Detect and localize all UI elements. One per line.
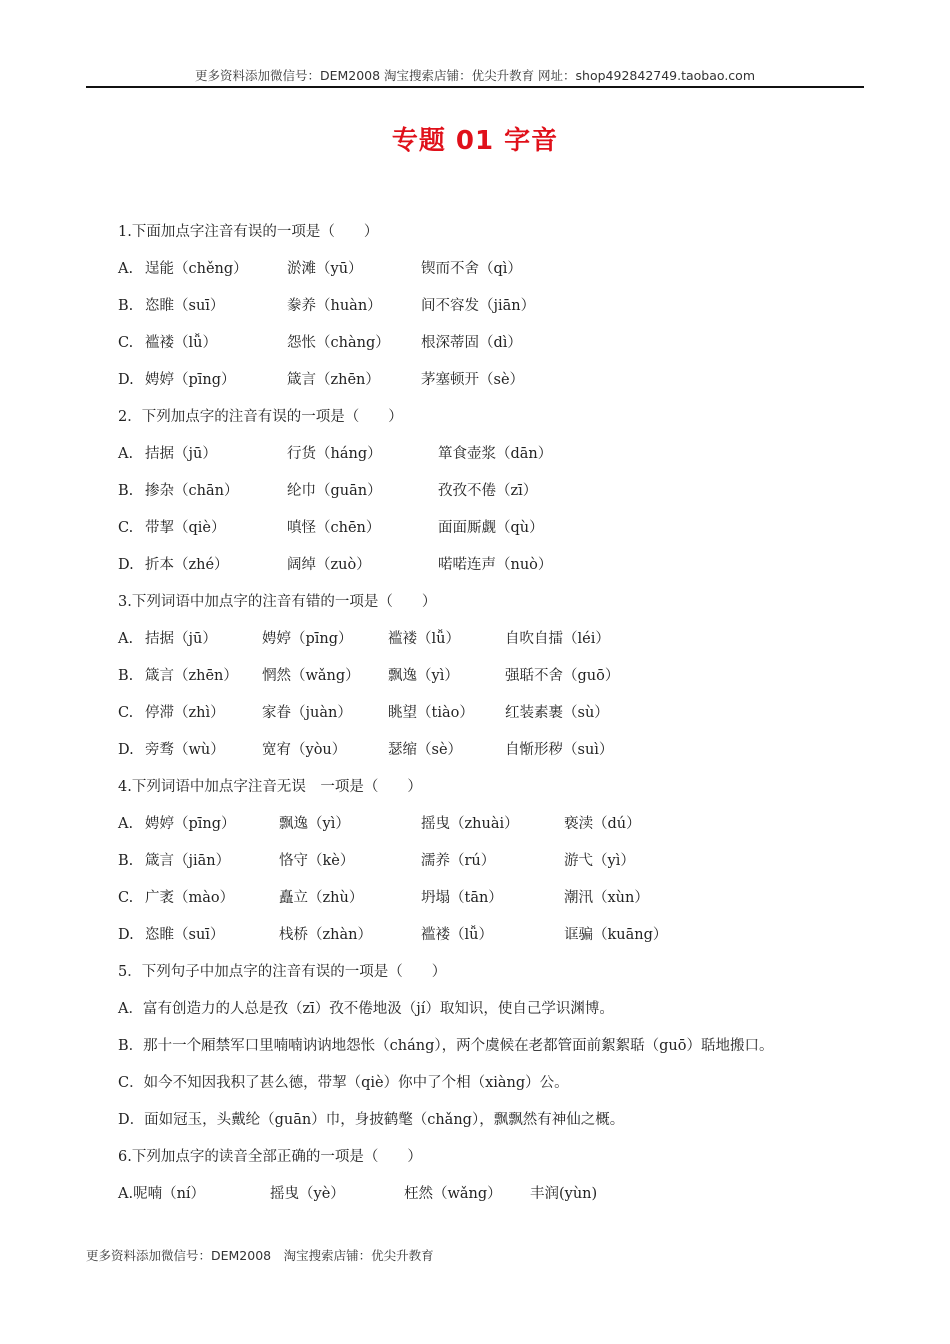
option-word: 褴褛（lǚ） (388, 631, 460, 647)
question-6-option-a (118, 1182, 878, 1206)
option-letter: B. (118, 668, 134, 684)
option-letter: B. (118, 298, 134, 314)
option-word: 恣睢（suī） (145, 298, 225, 314)
option-word: 褴褛（lǚ） (145, 335, 217, 351)
page-title: 专题 01 字音 (391, 126, 559, 156)
option-letter: B. (118, 483, 134, 499)
question-5-option-a: A．富有创造力的人总是孜（zī）孜不倦地汲（jí）取知识，使自己学识渊博。 (118, 1001, 614, 1017)
question-5-option-c: C．如今不知因我积了甚么德，带挈（qiè）你中了个相（xiàng）公。 (118, 1075, 569, 1091)
option-word: 掺杂（chān） (145, 483, 239, 499)
option-word: 逞能（chěng） (145, 261, 248, 277)
header-rule (86, 86, 864, 88)
option-word: 飘逸（yì） (279, 816, 350, 832)
option-word: 豢养（huàn） (287, 298, 382, 314)
option-word: 旁骛（wù） (145, 742, 225, 758)
option-word: A.呢喃（ní） (118, 1186, 206, 1202)
option-word: 惘然（wǎng） (262, 668, 360, 684)
option-word: 间不容发（jiān） (421, 298, 536, 314)
option-word: 行货（háng） (287, 446, 382, 462)
option-word: 面面厮觑（qù） (438, 520, 544, 536)
option-word: 箪食壶浆（dān） (438, 446, 553, 462)
option-letter: C. (118, 520, 134, 536)
question-5-option-b: B．那十一个厢禁军口里喃喃讷讷地怨怅（cháng），两个虞候在老都管面前絮絮聒（guō）聒地搬口。 (118, 1038, 774, 1054)
option-word: 带挈（qiè） (145, 520, 226, 536)
option-word: 瑟缩（sè） (388, 742, 463, 758)
option-word: 濡养（rú） (421, 853, 496, 869)
option-letter: B. (118, 853, 134, 869)
option-letter: D. (118, 742, 134, 758)
option-word: 自惭形秽（suì） (505, 742, 614, 758)
option-word: 飘逸（yì） (388, 668, 459, 684)
question-1-stem: 1.下面加点字注音有误的一项是（ ） (118, 224, 379, 240)
option-letter: D. (118, 557, 134, 573)
option-letter: A. (118, 261, 134, 277)
page-header: 更多资料添加微信号：DEM2008 淘宝搜索店铺：优尖升教育 网址：shop492842749.taobao.com (194, 68, 756, 83)
option-word: 娉婷（pīng） (145, 816, 236, 832)
option-word: 眺望（tiào） (388, 705, 474, 721)
option-word: 家眷（juàn） (262, 705, 352, 721)
option-word: 停滞（zhì） (145, 705, 225, 721)
option-word: 亵渎（dú） (564, 816, 641, 832)
question-3-option-d (118, 738, 878, 762)
question-1-option-c (118, 331, 878, 355)
option-word: 怨怅（chàng） (287, 335, 390, 351)
question-2-option-a (118, 442, 878, 466)
option-word: 恪守（kè） (279, 853, 355, 869)
question-2-option-c (118, 516, 878, 540)
question-2-option-b (118, 479, 878, 503)
option-word: 折本（zhé） (145, 557, 229, 573)
question-1-option-b (118, 294, 878, 318)
option-word: 红装素裹（sù） (505, 705, 609, 721)
option-word: 根深蒂固（dì） (421, 335, 522, 351)
question-1-option-a (118, 257, 878, 281)
question-2-option-d (118, 553, 878, 577)
option-word: 褴褛（lǚ） (421, 927, 493, 943)
question-list (118, 220, 878, 1219)
option-letter: C. (118, 705, 134, 721)
question-3-stem: 3.下列词语中加点字的注音有错的一项是（ ） (118, 594, 437, 610)
option-word: 纶巾（guān） (287, 483, 382, 499)
option-word: 摇曳（zhuài） (421, 816, 519, 832)
option-word: 矗立（zhù） (279, 890, 364, 906)
option-letter: A. (118, 816, 134, 832)
option-word: 摇曳（yè） (270, 1186, 345, 1202)
option-word: 喏喏连声（nuò） (438, 557, 553, 573)
option-word: 嗔怪（chēn） (287, 520, 381, 536)
option-word: 自吹自擂（léi） (505, 631, 610, 647)
question-3-option-a (118, 627, 878, 651)
option-word: 箴言（zhēn） (287, 372, 380, 388)
option-word: 拮据（jū） (145, 446, 217, 462)
option-word: 茅塞顿开（sè） (421, 372, 525, 388)
question-4-stem: 4.下列词语中加点字注音无误 一项是（ ） (118, 779, 422, 795)
question-2-stem: 2．下列加点字的注音有误的一项是（ ） (118, 409, 403, 425)
question-5-option-d: D．面如冠玉，头戴纶（guān）巾，身披鹤氅（chǎng），飘飘然有神仙之概。 (118, 1112, 625, 1128)
option-word: 坍塌（tān） (421, 890, 503, 906)
option-word: 栈桥（zhàn） (279, 927, 372, 943)
option-word: 游弋（yì） (564, 853, 635, 869)
option-letter: D. (118, 927, 134, 943)
option-word: 潮汛（xùn） (564, 890, 649, 906)
option-word: 箴言（jiān） (145, 853, 231, 869)
option-word: 阔绰（zuò） (287, 557, 371, 573)
option-letter: A. (118, 446, 134, 462)
option-word: 淤滩（yū） (287, 261, 363, 277)
option-word: 锲而不舍（qì） (421, 261, 522, 277)
question-4-option-b (118, 849, 878, 873)
option-word: 箴言（zhēn） (145, 668, 238, 684)
option-word: 宽宥（yòu） (262, 742, 347, 758)
option-letter: C. (118, 335, 134, 351)
question-1-option-d (118, 368, 878, 392)
question-4-option-c (118, 886, 878, 910)
option-letter: C. (118, 890, 134, 906)
question-4-option-d (118, 923, 878, 947)
question-4-option-a (118, 812, 878, 836)
option-word: 娉婷（pīng） (262, 631, 353, 647)
option-word: 广袤（mào） (145, 890, 235, 906)
option-word: 孜孜不倦（zī） (438, 483, 538, 499)
option-word: 枉然（wǎng） (404, 1186, 502, 1202)
question-6-stem: 6.下列加点字的读音全部正确的一项是（ ） (118, 1149, 422, 1165)
question-5-stem: 5．下列句子中加点字的注音有误的一项是（ ） (118, 964, 447, 980)
page-footer: 更多资料添加微信号：DEM2008 淘宝搜索店铺：优尖升教育 (86, 1248, 434, 1263)
question-3-option-c (118, 701, 878, 725)
option-word: 娉婷（pīng） (145, 372, 236, 388)
question-3-option-b (118, 664, 878, 688)
option-word: 强聒不舍（guō） (505, 668, 620, 684)
option-letter: D. (118, 372, 134, 388)
option-letter: A. (118, 631, 134, 647)
option-word: 拮据（jū） (145, 631, 217, 647)
option-word: 诓骗（kuāng） (564, 927, 668, 943)
option-word: 恣睢（suī） (145, 927, 225, 943)
option-word: 丰润(yùn) (530, 1186, 598, 1202)
